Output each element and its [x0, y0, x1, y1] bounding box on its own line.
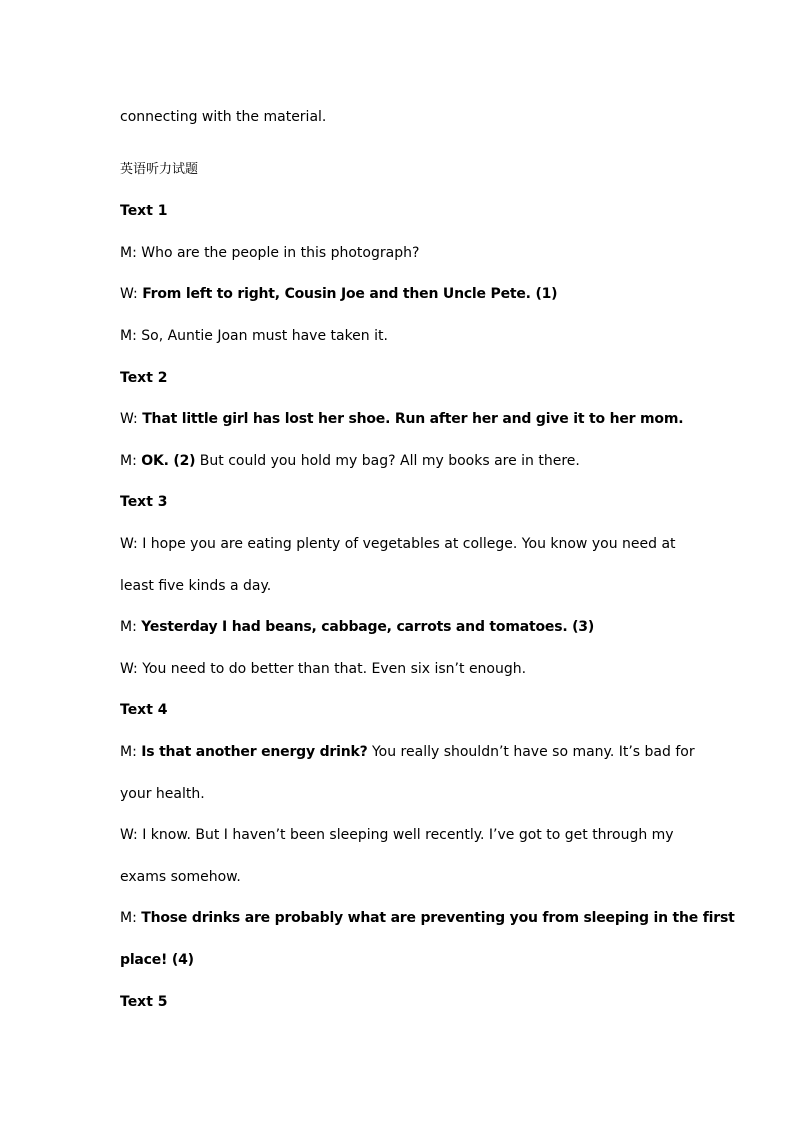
text-segment: OK. (2) [141, 453, 196, 469]
section-title [120, 160, 680, 180]
text-segment: You really shouldn’t have so many. It’s bad for [367, 744, 695, 760]
text-segment: From left to right, Cousin Joe and then Uncle Pete. (1) [142, 286, 558, 302]
text-segment: 英语听力试题 [120, 162, 199, 177]
text-segment: M: So, Auntie Joan must have taken it. [120, 328, 388, 344]
text-segment: least five kinds a day. [120, 578, 272, 594]
text-segment: W: I know. But I haven’t been sleeping well recently. I’ve got to get through my [120, 827, 674, 843]
text-line [120, 617, 680, 637]
text-line [120, 326, 680, 346]
text-line [120, 534, 680, 554]
text-segment: But could you hold my bag? All my books are in there. [195, 453, 580, 469]
text-segment: That little girl has lost her shoe. Run after her and give it to her mom. [142, 411, 684, 427]
text-segment: M: Who are the people in this photograph? [120, 245, 420, 261]
text-segment: Text 1 [120, 203, 168, 219]
text-heading [120, 201, 680, 221]
text-line [120, 742, 695, 762]
text-segment: your health. [120, 786, 205, 802]
text-heading [120, 992, 680, 1012]
text-segment: Text 3 [120, 494, 168, 510]
text-segment: W: [120, 411, 143, 427]
text-line [120, 451, 680, 471]
text-line [120, 950, 680, 970]
text-segment: Text 4 [120, 702, 168, 718]
text-segment: Text 2 [120, 370, 168, 386]
text-segment: place! (4) [120, 952, 194, 968]
text-segment: exams somehow. [120, 869, 241, 885]
text-heading [120, 700, 680, 720]
text-segment: M: [120, 910, 142, 926]
text-heading [120, 368, 680, 388]
text-line [120, 243, 680, 263]
text-line [120, 908, 735, 928]
text-segment: M: [120, 744, 142, 760]
text-segment: M: [120, 619, 142, 635]
text-line [120, 825, 680, 845]
text-segment: M: [120, 453, 142, 469]
text-segment: W: [120, 286, 143, 302]
text-line [120, 576, 680, 596]
text-line [120, 867, 680, 887]
text-segment: W: I hope you are eating plenty of vegetables at college. You know you need at [120, 536, 676, 552]
text-segment: Text 5 [120, 994, 168, 1010]
text-segment: Yesterday I had beans, cabbage, carrots and tomatoes. (3) [141, 619, 595, 635]
text-line [120, 784, 680, 804]
text-line [120, 107, 680, 127]
text-segment: connecting with the material. [120, 109, 327, 125]
text-segment: Is that another energy drink? [141, 744, 368, 760]
text-line [120, 409, 684, 429]
text-segment: W: You need to do better than that. Even six isn’t enough. [120, 661, 527, 677]
text-heading [120, 492, 680, 512]
text-line [120, 284, 680, 304]
text-line [120, 659, 680, 679]
text-segment: Those drinks are probably what are preventing you from sleeping in the first [141, 910, 735, 926]
